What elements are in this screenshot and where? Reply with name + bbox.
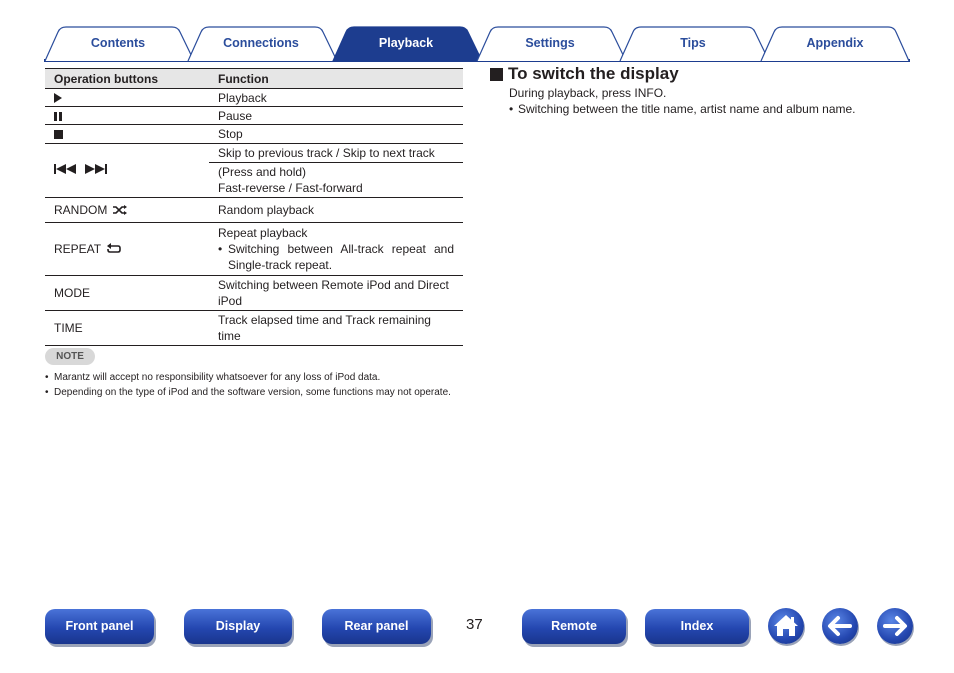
section-instruction: During playback, press INFO. xyxy=(509,86,667,100)
function-repeat-detail: Switching between All-track repeat and Single-track repeat. xyxy=(228,242,454,272)
note-item: • Depending on the type of iPod and the software version, some functions may not operate. xyxy=(45,387,451,398)
skip-prev-next-icon xyxy=(54,163,112,175)
tab-contents[interactable] xyxy=(44,26,192,62)
table-row xyxy=(45,311,463,346)
bullet-item xyxy=(218,241,454,273)
note-item: • Marantz will accept no responsibility whatsoever for any loss of iPod data. xyxy=(45,372,381,383)
tab-label: Contents xyxy=(90,36,146,50)
function-cell: Playback xyxy=(209,89,463,107)
skip-icon xyxy=(45,144,209,198)
back-arrow-icon xyxy=(822,608,858,644)
table-header-row xyxy=(45,69,463,89)
table-row xyxy=(45,276,463,311)
random-label: RANDOM xyxy=(54,203,108,217)
tab-label: Settings xyxy=(525,36,575,50)
mode-label: MODE xyxy=(45,276,209,311)
function-fast-scan xyxy=(209,163,463,197)
function-cell: Stop xyxy=(209,125,463,144)
shuffle-icon xyxy=(113,205,127,215)
note-badge: NOTE xyxy=(45,348,95,365)
table-row xyxy=(45,223,463,276)
front-panel-button[interactable]: Front panel xyxy=(45,609,154,644)
tab-connections[interactable] xyxy=(187,26,335,62)
table-row xyxy=(45,125,463,144)
function-cell xyxy=(209,223,463,276)
header-function: Function xyxy=(209,69,463,89)
home-icon xyxy=(768,608,804,644)
play-icon xyxy=(45,89,209,107)
tab-label: Appendix xyxy=(806,36,864,50)
rear-panel-button[interactable]: Rear panel xyxy=(322,609,431,644)
table-row xyxy=(45,198,463,223)
note-list xyxy=(45,370,463,400)
operations-table xyxy=(45,68,463,346)
function-press-hold: (Press and hold) xyxy=(218,165,307,179)
function-cell: Track elapsed time and Track remaining time xyxy=(209,311,463,346)
function-cell: Random playback xyxy=(209,198,463,223)
tab-label: Playback xyxy=(378,36,434,50)
section-body xyxy=(509,85,856,117)
back-button[interactable] xyxy=(822,608,858,644)
function-cell: Switching between Remote iPod and Direct iPod xyxy=(209,276,463,311)
section-marker-icon xyxy=(490,68,503,81)
stop-icon xyxy=(45,125,209,144)
forward-arrow-icon xyxy=(877,608,913,644)
tab-bar xyxy=(44,26,910,62)
table-row xyxy=(45,89,463,107)
section-bullet: • Switching between the title name, artist name and album name. xyxy=(509,102,856,116)
function-cell: Pause xyxy=(209,107,463,125)
pause-icon xyxy=(45,107,209,125)
repeat-cell xyxy=(45,223,209,276)
random-cell xyxy=(45,198,209,223)
function-cell xyxy=(209,144,463,198)
table-row xyxy=(45,107,463,125)
tab-label: Connections xyxy=(223,36,299,50)
tab-tips[interactable] xyxy=(619,26,767,62)
repeat-label: REPEAT xyxy=(54,242,101,256)
home-button[interactable] xyxy=(768,608,804,644)
tab-settings[interactable] xyxy=(476,26,624,62)
tab-appendix[interactable] xyxy=(760,26,910,62)
section-title-text: To switch the display xyxy=(508,64,679,83)
function-repeat: Repeat playback xyxy=(218,226,308,240)
section-title xyxy=(490,64,679,84)
time-label: TIME xyxy=(45,311,209,346)
index-button[interactable]: Index xyxy=(645,609,749,644)
table-row xyxy=(45,144,463,198)
remote-button[interactable]: Remote xyxy=(522,609,626,644)
bullet-dot: • xyxy=(218,242,223,256)
function-fast-reverse-forward: Fast-reverse / Fast-forward xyxy=(218,181,363,195)
page-number: 37 xyxy=(466,616,483,633)
function-skip: Skip to previous track / Skip to next track xyxy=(209,144,463,163)
display-button[interactable]: Display xyxy=(184,609,292,644)
repeat-icon xyxy=(106,243,122,254)
tab-label: Tips xyxy=(680,36,706,50)
header-operation-buttons: Operation buttons xyxy=(45,69,209,89)
tab-playback[interactable] xyxy=(332,26,480,62)
forward-button[interactable] xyxy=(877,608,913,644)
